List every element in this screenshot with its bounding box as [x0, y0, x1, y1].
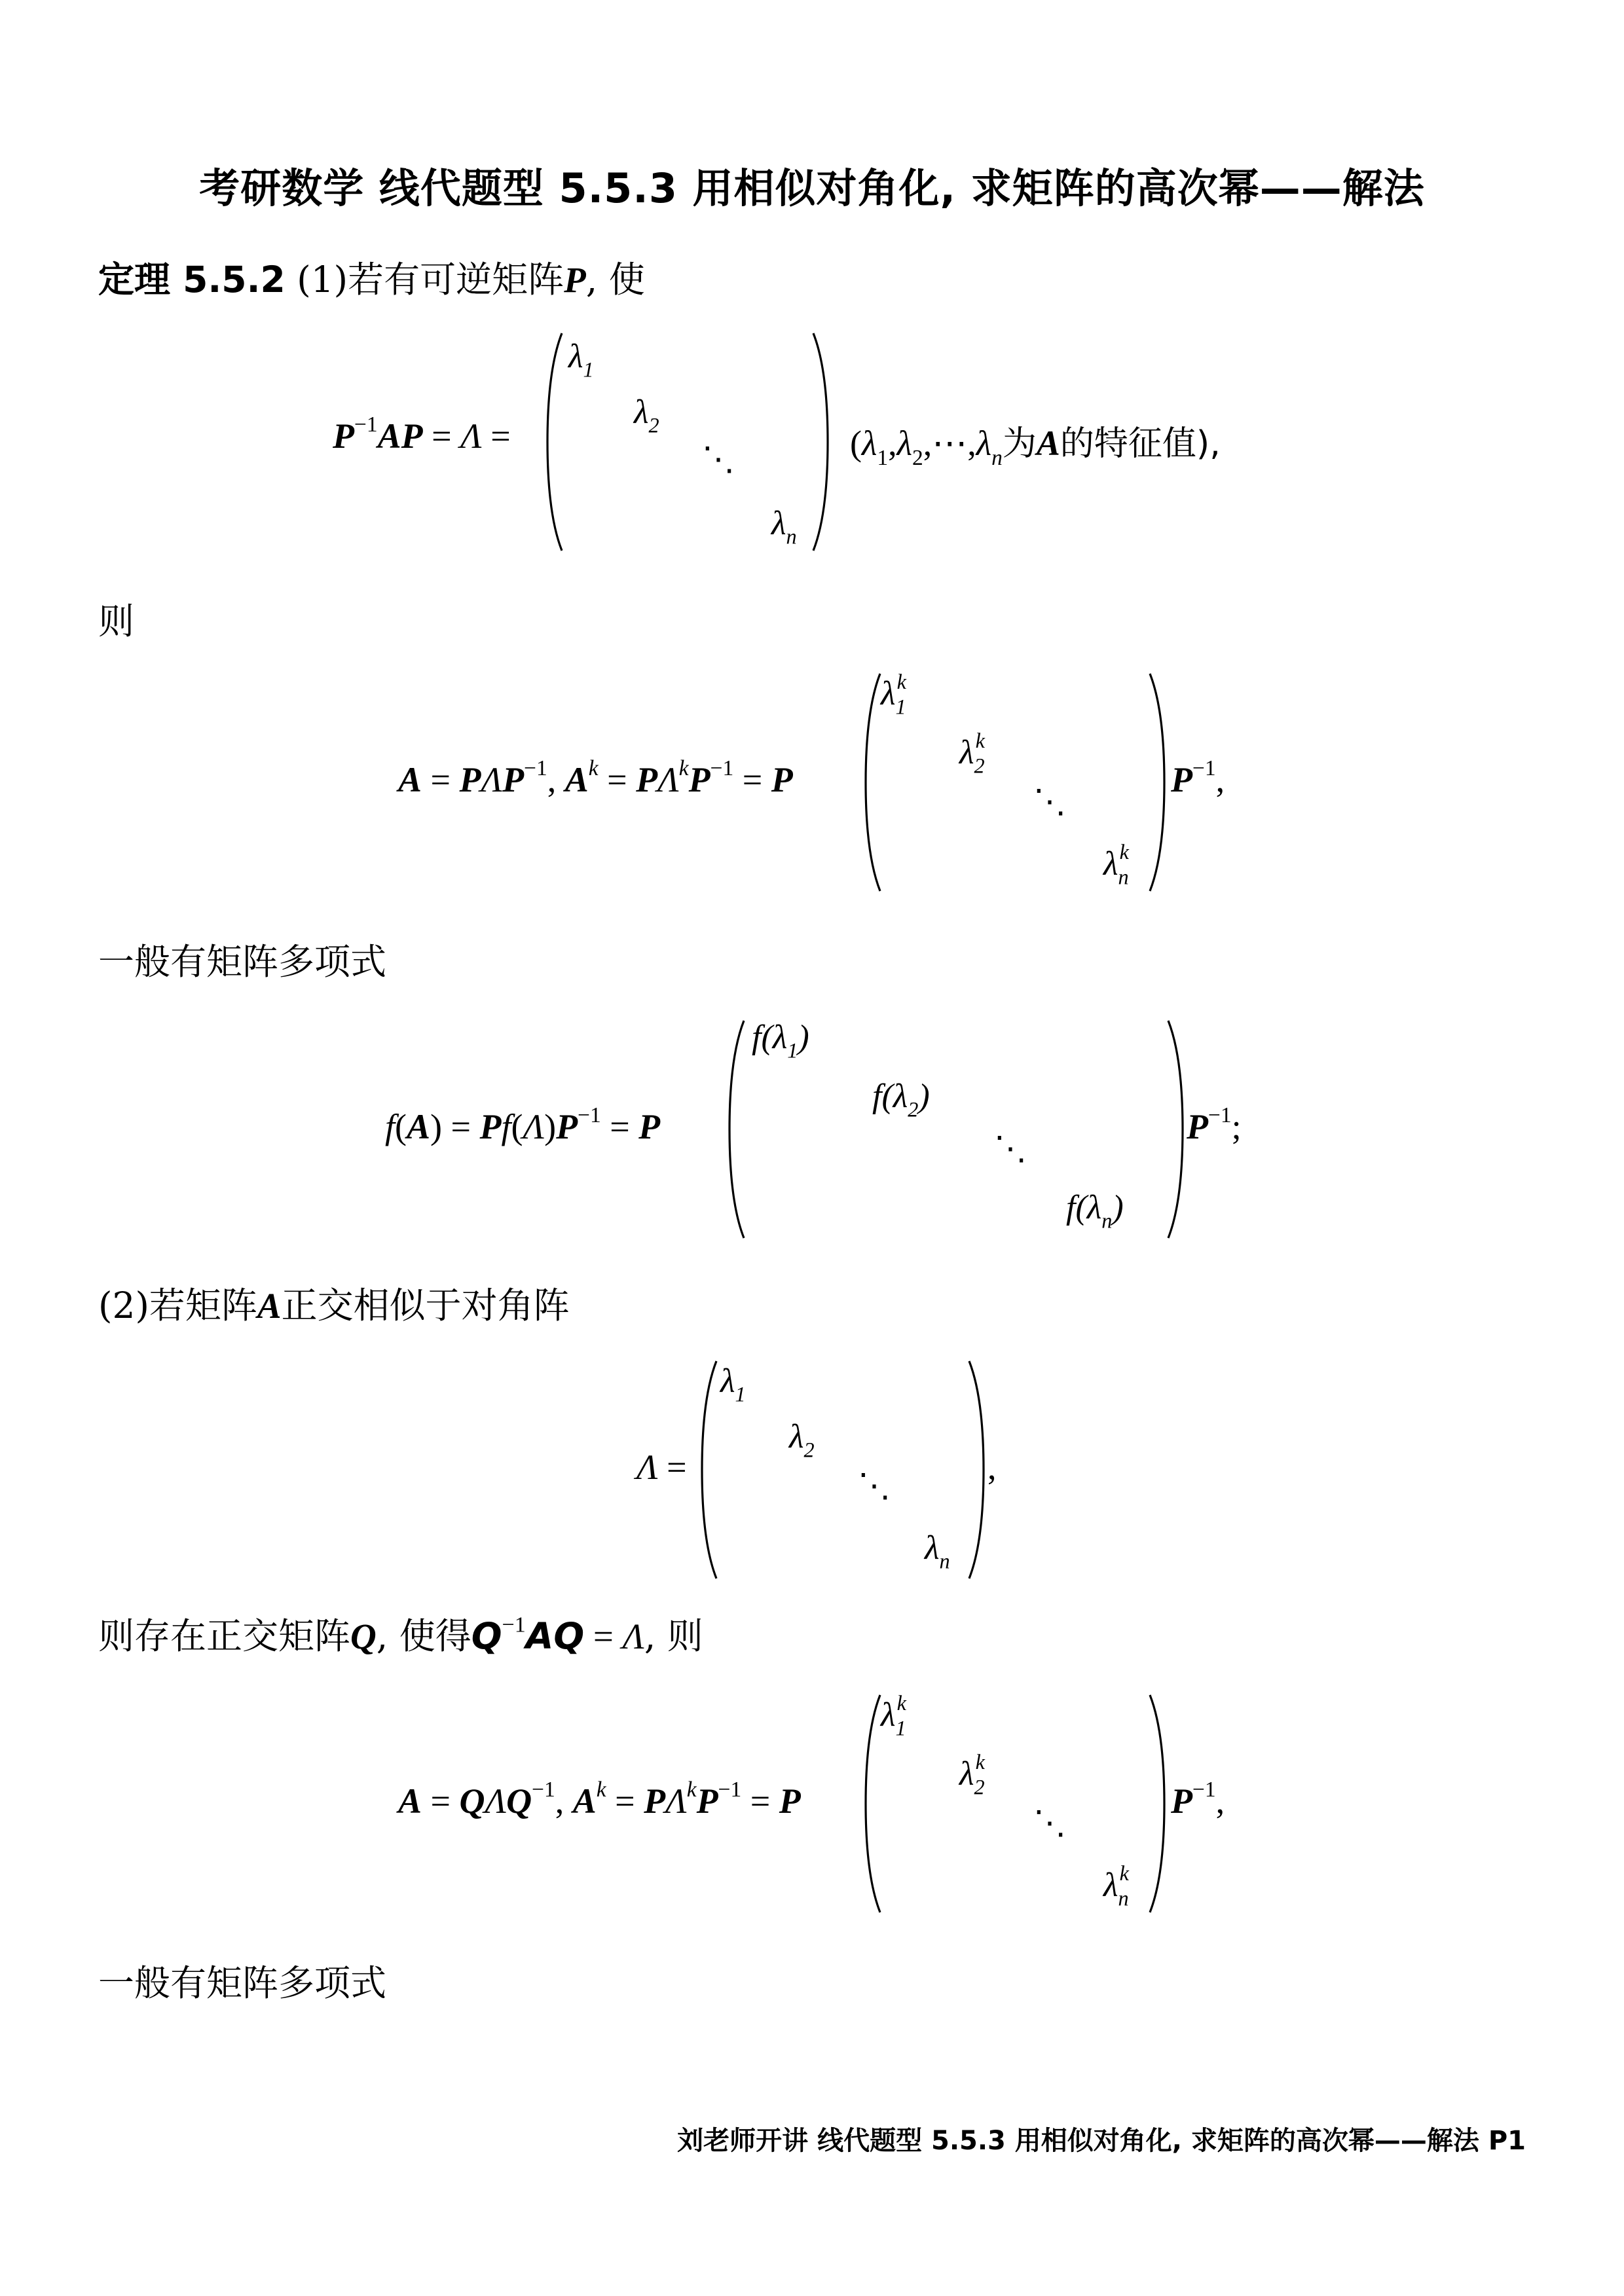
equation-lambda: Λ =	[637, 1448, 687, 1487]
matrix-entry: $\lambda_n^k$	[1103, 839, 1129, 889]
page-footer: 刘老师开讲 线代题型 5.5.3 用相似对角化, 求矩阵的高次幂——解法 P1	[677, 2126, 1526, 2156]
equation-orthogonal-power: $A = Q\Lambda Q^{-1}$, $A^k = P\Lambda^kP^{-1} = P$	[398, 1777, 801, 1821]
right-paren-icon	[1147, 1692, 1167, 1915]
right-paren-icon	[967, 1358, 986, 1581]
matrix-entry: $\lambda_n$	[771, 505, 797, 549]
right-paren-icon	[1147, 671, 1167, 894]
polynomial-intro-2: 一般有矩阵多项式	[98, 1962, 387, 2004]
page-title: 考研数学 线代题型 5.5.3 用相似对角化, 求矩阵的高次幂——解法	[199, 164, 1425, 212]
then-label: 则	[98, 600, 135, 642]
matrix-entry: $\lambda_2^k$	[959, 1749, 985, 1799]
theorem-intro	[98, 251, 645, 302]
part1-tail: , 使	[585, 259, 645, 301]
left-paren-icon	[863, 1692, 883, 1915]
matrix-entry: $f(\lambda_2)$	[872, 1078, 930, 1121]
equation-diagonalization: $P^{-1}AP = \Lambda$ =	[333, 412, 511, 456]
orthogonal-statement: 则存在正交矩阵Q, 使得$Q^{-1}AQ = \Lambda$, 则	[98, 1613, 703, 1657]
matrix-entry: $f(\lambda_1)$	[752, 1019, 809, 1063]
equation-polynomial: $f(A) = Pf(\Lambda)P^{-1} = P$	[385, 1102, 661, 1146]
left-paren-icon	[545, 331, 564, 553]
left-paren-icon	[863, 671, 883, 894]
comma: ,	[987, 1448, 997, 1487]
matrix-entry: $\lambda_1^k$	[881, 669, 906, 719]
diagonal-dots-icon: ⋱	[1033, 782, 1066, 820]
diagonal-dots-icon: ⋱	[858, 1467, 891, 1504]
matrix-entry: $\lambda_2$	[634, 393, 659, 437]
matrix-p-symbol: P	[564, 260, 586, 300]
right-paren-icon	[1166, 1018, 1185, 1241]
matrix-entry: $\lambda_n$	[925, 1529, 950, 1573]
eigenvalue-note: ($\lambda_1,\lambda_2,\cdots,\lambda_n$为A的特征值),	[850, 424, 1221, 471]
equation-polynomial-tail: $P^{-1}$;	[1187, 1102, 1242, 1146]
matrix-entry: $\lambda_2^k$	[959, 728, 985, 778]
diagonal-dots-icon: ⋱	[994, 1129, 1027, 1167]
matrix-entry: $\lambda_1$	[568, 338, 594, 382]
part2-intro: (2)若矩阵A正交相似于对角阵	[98, 1285, 570, 1326]
left-paren-icon	[699, 1358, 719, 1581]
left-paren-icon	[727, 1018, 747, 1241]
theorem-label: 定理 5.5.2	[98, 259, 286, 301]
diagonal-dots-icon: ⋱	[702, 440, 735, 478]
equation-orthogonal-tail: $P^{-1}$,	[1171, 1777, 1225, 1821]
part1-intro: (1)若有可逆矩阵	[297, 259, 564, 301]
equation-power: $A = P\Lambda P^{-1}$, $A^k = P\Lambda^kP^{-1} = P$	[398, 756, 793, 799]
right-paren-icon	[811, 331, 830, 553]
polynomial-intro: 一般有矩阵多项式	[98, 941, 387, 983]
matrix-entry: $\lambda_1^k$	[881, 1690, 906, 1740]
matrix-entry: $\lambda_1$	[720, 1362, 746, 1406]
matrix-entry: $\lambda_n^k$	[1103, 1861, 1129, 1910]
matrix-entry: $\lambda_2$	[789, 1418, 815, 1462]
matrix-entry: $f(\lambda_n)$	[1066, 1189, 1124, 1233]
diagonal-dots-icon: ⋱	[1033, 1804, 1066, 1842]
equation-power-tail: $P^{-1}$,	[1171, 756, 1225, 799]
